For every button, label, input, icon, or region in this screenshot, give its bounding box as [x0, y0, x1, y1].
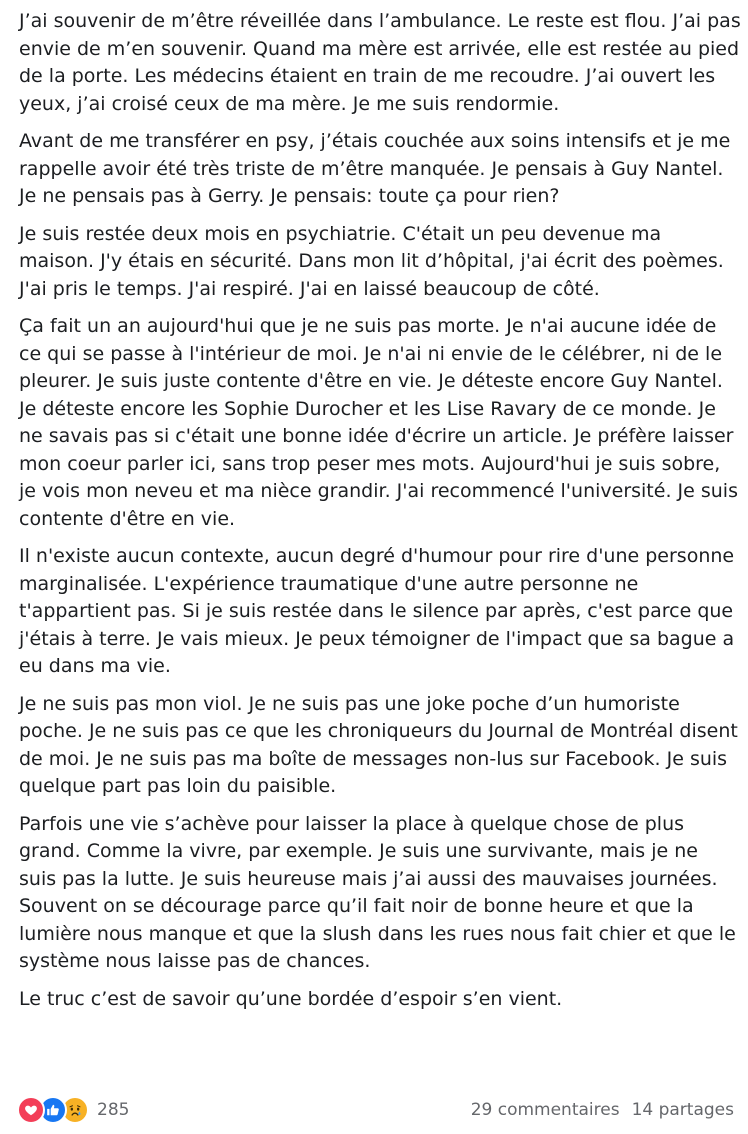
comments-count-link[interactable]: 29 commentaires: [470, 1100, 620, 1120]
post-paragraph: Ça fait un an aujourd'hui que je ne suis pas morte. Je n'ai aucune idée de ce qui se passe à l'intérieur de moi. Je n'ai ni envie de le célébrer, ni de le pleurer. Je suis juste contente d'être en vie. Je déteste encore Guy Nantel. Je déteste encore les Sophie Durocher et les Lise Ravary de ce monde. Je ne savais pas si c'était une bonne idée d'écrire un article. Je préfère laisser mon coeur parler ici, sans trop peser mes mots. Aujourd'hui je suis sobre, je vois mon neveu et ma nièce grandir. J'ai recommencé l'université. Je suis contente d'être en vie.: [19, 315, 738, 530]
post-paragraph: Le truc c’est de savoir qu’une bordée d’espoir s’en vient.: [19, 987, 563, 1010]
reaction-count: 285: [97, 1100, 130, 1120]
reactions-summary[interactable]: [17, 1096, 129, 1124]
post-paragraph: Il n'existe aucun contexte, aucun degré d'humour pour rire d'une personne marginalisée. L'expérience traumatique d'une autre personne ne t'appartient pas. Si je suis restée dans le silence par après, c'est parce que j'étais à terre. Je vais mieux. Je peux témoigner de l'impact que sa bague a eu dans ma vie.: [19, 545, 735, 677]
post-paragraph: J’ai souvenir de m’être réveillée dans l’ambulance. Le reste est flou. J’ai pas envie de m’en souvenir. Quand ma mère est arrivée, elle est restée au pied de la porte. Les médecins étaient en train de me recoudre. J’ai ouvert les yeux, j’ai croisé ceux de ma mère. Je me suis rendormie.: [19, 10, 741, 115]
post-paragraph: Je suis restée deux mois en psychiatrie. C'était un peu devenue ma maison. J'y étais en sécurité. Dans mon lit d’hôpital, j'ai écrit des poèmes. J'ai pris le temps. J'ai respiré. J'ai en laissé beaucoup de côté.: [19, 222, 724, 300]
shares-count-link[interactable]: 14 partages: [631, 1100, 734, 1120]
post-paragraph: Je ne suis pas mon viol. Je ne suis pas une joke poche d’un humoriste poche. Je ne suis pas ce que les chroniqueurs du Journal de Montréal disent de moi. Je ne suis pas ma boîte de messages non-lus sur Facebook. Je suis quelque part pas loin du paisible.: [19, 692, 738, 797]
post-stats: [471, 1100, 734, 1120]
post-body: [19, 8, 741, 1023]
post-footer: [17, 1094, 734, 1126]
love-icon: [17, 1096, 45, 1124]
post-paragraph: Parfois une vie s’achève pour laisser la place à quelque chose de plus grand. Comme la vivre, par exemple. Je suis une survivante, mais je ne suis pas la lutte. Je suis heureuse mais j’ai aussi des mauvaises journées. Souvent on se décourage parce qu’il fait noir de bonne heure et que la lumière nous manque et que la slush dans les rues nous fait chier et que le système nous laisse pas de chances.: [19, 812, 736, 972]
post-paragraph: Avant de me transférer en psy, j’étais couchée aux soins intensifs et je me rappelle avoir été très triste de m’être manquée. Je pensais à Guy Nantel. Je ne pensais pas à Gerry. Je pensais: toute ça pour rien?: [19, 130, 731, 207]
